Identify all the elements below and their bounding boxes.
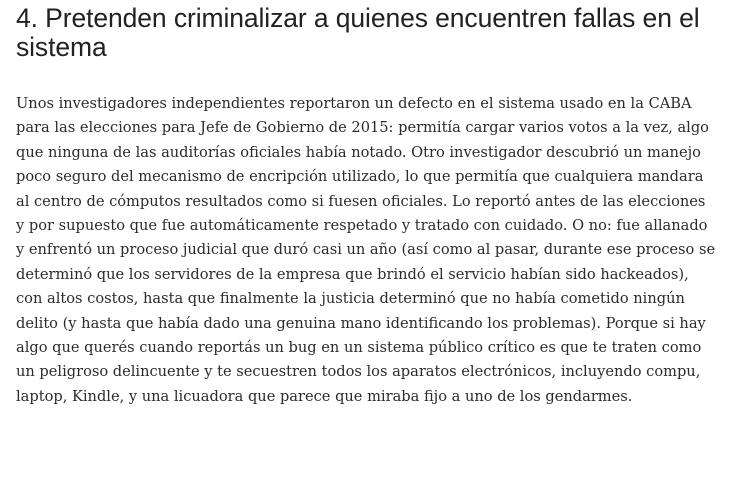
section-heading-line: sistema: [16, 32, 107, 62]
paragraph-line: y enfrentó un proceso judicial que duró casi un año (así como al pasar, durante ese proceso se: [16, 241, 716, 259]
body-paragraph: [16, 92, 728, 409]
paragraph-line: para las elecciones para Jefe de Gobierno de 2015: permitía cargar varios votos a la vez, algo: [16, 119, 709, 137]
paragraph-line: delito (y hasta que había dado una genuina mano identificando los problemas). Porque si hay: [16, 314, 706, 332]
paragraph-line: al centro de cómputos resultados como si fuesen oficiales. Lo reportó antes de las elecciones: [16, 192, 706, 210]
paragraph-line: Unos investigadores independientes reportaron un defecto en el sistema usado en la CABA: [16, 95, 692, 112]
paragraph-line: determinó que los servidores de la empresa que brindó el servicio habían sido hackeados),: [16, 265, 689, 283]
paragraph-line: algo que querés cuando reportás un bug en un sistema público crítico es que te traten como: [16, 339, 702, 357]
section-heading-line: 4. Pretenden criminalizar a quienes encuentren fallas en el: [16, 3, 700, 33]
paragraph-line: poco seguro del mecanismo de encripción utilizado, lo que permitía que cualquiera mandara: [16, 168, 704, 186]
article-header: [16, 4, 716, 62]
paragraph-line: un peligroso delincuente y te secuestren todos los aparatos electrónicos, incluyendo compu,: [16, 363, 701, 381]
paragraph-line: y por supuesto que fue automáticamente respetado y tratado con cuidado. O no: fue allanado: [16, 217, 708, 235]
section-heading: [16, 4, 716, 62]
paragraph-line: laptop, Kindle, y una licuadora que parece que miraba fijo a uno de los gendarmes.: [16, 387, 633, 405]
paragraph-line: con altos costos, hasta que finalmente la justicia determinó que no había cometido ningún: [16, 290, 685, 308]
paragraph-line: que ninguna de las auditorías oficiales había notado. Otro investigador descubrió un manejo: [16, 143, 701, 161]
